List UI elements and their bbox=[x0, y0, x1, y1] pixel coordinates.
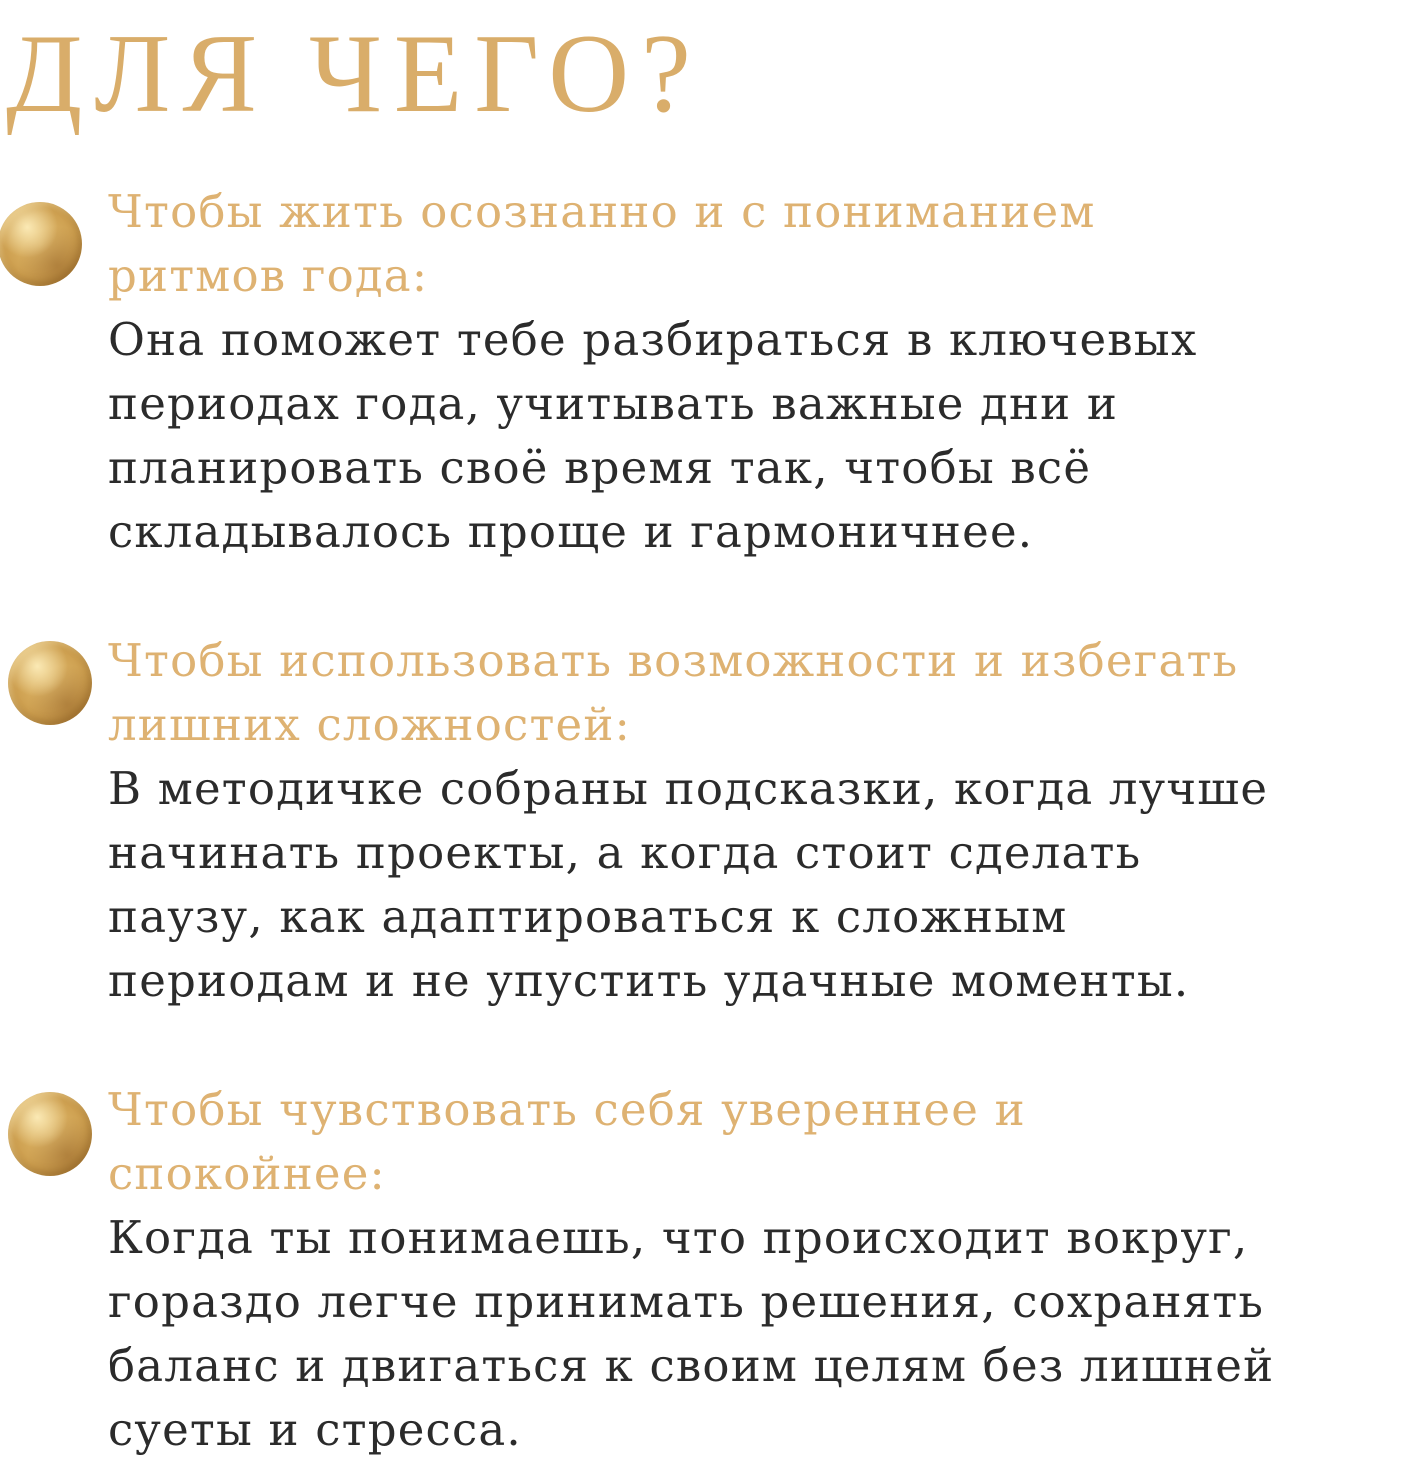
item-heading bbox=[108, 629, 1398, 757]
body-line: паузу, как адаптироваться к сложным bbox=[108, 890, 1068, 943]
body-line: Когда ты понимаешь, что происходит вокруг, bbox=[108, 1211, 1249, 1264]
body-line: гораздо легче принимать решения, сохранять bbox=[108, 1275, 1265, 1328]
item-heading bbox=[108, 1078, 1398, 1206]
heading-line: Чтобы чувствовать себя увереннее и bbox=[108, 1083, 1026, 1136]
list-item bbox=[108, 180, 1398, 564]
body-line: В методичке собраны подсказки, когда лучше bbox=[108, 762, 1269, 815]
gold-circle-icon bbox=[8, 641, 92, 725]
body-line: Она поможет тебе разбираться в ключевых bbox=[108, 313, 1198, 366]
list-item bbox=[108, 629, 1398, 1013]
heading-line: Чтобы жить осознанно и с пониманием bbox=[108, 185, 1096, 238]
list-item bbox=[108, 1078, 1398, 1462]
heading-line: ритмов года: bbox=[108, 249, 429, 302]
body-line: планировать своё время так, чтобы всё bbox=[108, 441, 1092, 494]
heading-line: Чтобы использовать возможности и избегать bbox=[108, 634, 1239, 687]
body-line: периодах года, учитывать важные дни и bbox=[108, 377, 1119, 430]
gold-circle-icon bbox=[0, 202, 82, 286]
item-body bbox=[108, 757, 1398, 1013]
body-line: складывалось проще и гармоничнее. bbox=[108, 505, 1034, 558]
item-body bbox=[108, 1206, 1398, 1462]
body-line: суеты и стресса. bbox=[108, 1403, 522, 1456]
item-body bbox=[108, 308, 1398, 564]
body-line: начинать проекты, а когда стоит сделать bbox=[108, 826, 1142, 879]
page-title: ДЛЯ ЧЕГО? bbox=[6, 12, 703, 136]
body-line: периодам и не упустить удачные моменты. bbox=[108, 954, 1190, 1007]
gold-circle-icon bbox=[8, 1092, 92, 1176]
item-heading bbox=[108, 180, 1398, 308]
heading-line: спокойнее: bbox=[108, 1147, 386, 1200]
body-line: баланс и двигаться к своим целям без лишней bbox=[108, 1339, 1275, 1392]
heading-line: лишних сложностей: bbox=[108, 698, 631, 751]
